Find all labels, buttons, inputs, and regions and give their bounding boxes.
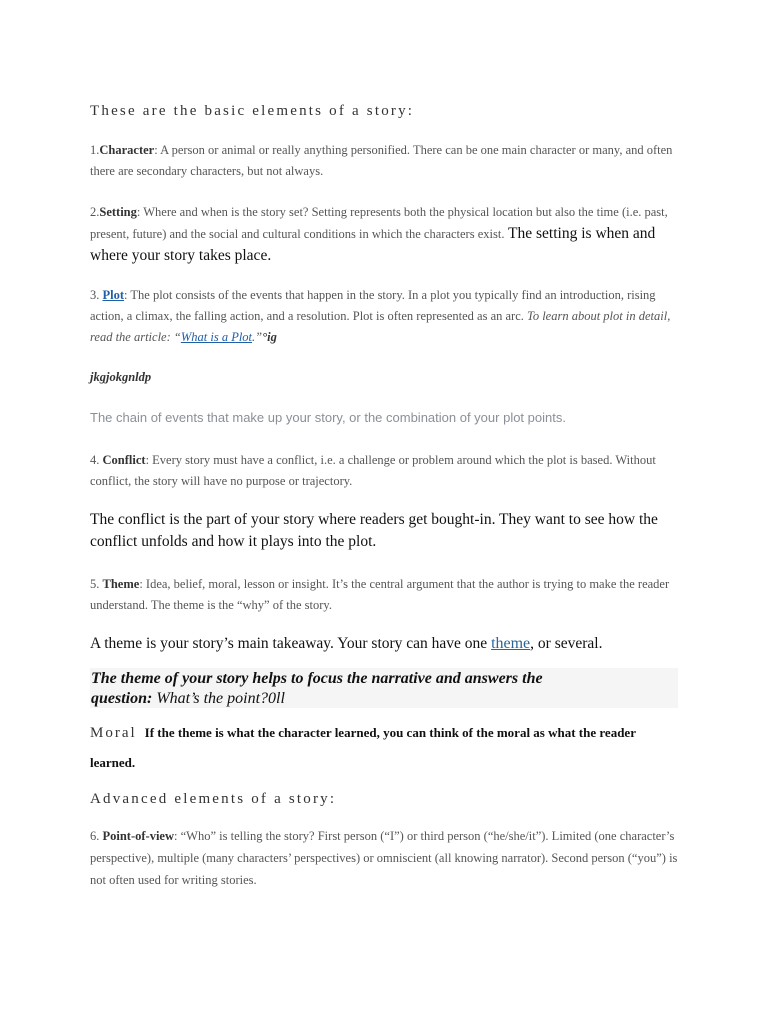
setting-number: 2. <box>90 205 100 219</box>
theme-large-before: A theme is your story’s main takeaway. Your story can have one <box>90 635 492 652</box>
character-number: 1. <box>90 143 100 157</box>
pov-number: 6. <box>90 829 103 843</box>
character-term: Character <box>99 143 155 157</box>
plot-tail: °ig <box>262 330 277 344</box>
section-heading-basic: These are the basic elements of a story: <box>90 103 415 119</box>
moral-label: Moral <box>90 725 137 741</box>
plot-number: 3. <box>90 288 103 302</box>
setting-paragraph <box>90 202 680 267</box>
plot-italic-text: To learn about plot in detail, read the article: “ <box>90 309 671 344</box>
theme-link[interactable]: theme <box>491 635 531 652</box>
plot-summary: The chain of events that make up your story, or the combination of your plot points. <box>90 410 566 425</box>
pov-paragraph <box>90 825 680 891</box>
plot-text: : The plot consists of the events that happen in the story. In a plot you typically find an introduction, rising action, a climax, the falling action, and a resolution. Plot is often represented as an arc. <box>90 288 656 323</box>
conflict-large-paragraph: The conflict is the part of your story where readers get bought-in. They want to see how the conflict unfolds and how it plays into the plot. <box>90 511 658 550</box>
plot-paragraph <box>90 285 680 348</box>
pov-text: : “Who” is telling the story? First person (“I”) or third person (“he/she/it”). Limited (one character’s perspective), multiple (many characters’ perspectives) or omniscient (all knowing narrator). Second person (“you”) is not often used for writing stories. <box>90 829 678 887</box>
theme-term: Theme <box>102 577 140 591</box>
conflict-term: Conflict <box>102 453 146 467</box>
setting-text: : Where and when is the story set? Setting represents both the physical location but also the time (i.e. past, present, future) and the social and cultural conditions in which the characters exist. <box>90 205 668 241</box>
pov-term: Point-of-view <box>102 829 175 843</box>
theme-paragraph <box>90 574 680 616</box>
theme-large-paragraph <box>90 633 680 655</box>
theme-highlight-bold: The theme of your story helps to focus the narrative and answers the question: <box>91 670 543 707</box>
theme-highlight-box <box>90 668 678 708</box>
what-is-a-plot-link[interactable]: What is a Plot <box>180 330 253 344</box>
conflict-text: : Every story must have a conflict, i.e. a challenge or problem around which the plot is based. Without conflict, the story will have no purpose or trajectory. <box>90 453 656 488</box>
character-text: : A person or animal or really anything personified. There can be one main character or many, and often there are secondary characters, but not always. <box>90 143 673 178</box>
theme-text: : Idea, belief, moral, lesson or insight. It’s the central argument that the author is trying to make the reader understand. The theme is the “why” of the story. <box>90 577 670 612</box>
stray-text: jkgjokgnldp <box>90 370 152 384</box>
theme-highlight-text <box>90 668 581 709</box>
theme-large-after: , or several. <box>530 635 603 652</box>
theme-number: 5. <box>90 577 103 591</box>
setting-term: Setting <box>99 205 137 219</box>
moral-paragraph <box>90 718 680 777</box>
theme-highlight-normal: What’s the point?0ll <box>152 690 285 707</box>
conflict-number: 4. <box>90 453 103 467</box>
plot-after-link: .” <box>252 330 263 344</box>
plot-term-link[interactable]: Plot <box>102 288 125 302</box>
section-heading-advanced: Advanced elements of a story: <box>90 791 337 807</box>
setting-large-text: The setting is when and where your story takes place. <box>90 225 656 264</box>
character-paragraph <box>90 140 680 182</box>
moral-text: If the theme is what the character learned, you can think of the moral as what the reader learned. <box>90 725 636 770</box>
conflict-paragraph <box>90 450 680 492</box>
